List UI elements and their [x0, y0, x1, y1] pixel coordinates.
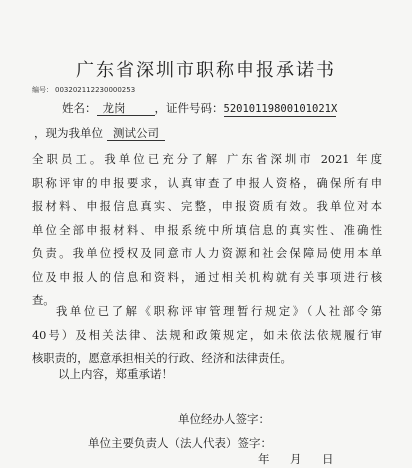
- date-day: 日: [322, 452, 334, 466]
- handler-signature-label: 单位经办人签字：: [178, 412, 270, 426]
- document-number: [32, 85, 135, 95]
- paragraph-1-row: 负责。我单位授权及同意市人力资源和社会保障局使用本单: [32, 247, 382, 260]
- paragraph-1-row: 全职员工。我单位已充分了解 广东省深圳市 2021 年度: [32, 153, 382, 166]
- commitment-paragraph-1: [32, 148, 382, 313]
- name-value: 龙岗: [97, 102, 155, 116]
- employer-prefix: ，现为我单位: [34, 126, 103, 140]
- employer-line: [34, 125, 165, 141]
- applicant-line: [62, 100, 336, 117]
- paragraph-2-row: 我单位已了解《职称评审管理暂行规定》（人社部令第: [56, 305, 382, 318]
- commitment-paragraph-2: [32, 300, 382, 371]
- document-title: 广东省深圳市职称申报承诺书: [76, 60, 336, 81]
- paragraph-2-row: 核职责的，愿意承担相关的行政、经济和法律责任。: [32, 352, 292, 365]
- document-number-value: 003202112230000253: [55, 86, 136, 94]
- id-label: ，证件号码：: [154, 101, 224, 115]
- id-value: 52010119800101021X: [223, 103, 338, 115]
- date-year: 年: [258, 452, 270, 466]
- paragraph-1-row: 单位全部申报材料、申报系统中所填信息的真实性、准确性: [32, 223, 382, 237]
- name-label: 姓名：: [62, 101, 97, 115]
- paragraph-1-row: 报材料、申报信息真实、完整，申报资质有效。我单位对本: [32, 200, 382, 213]
- paragraph-1-row: 职称评审的申报要求，认真审查了申报人资格，确保所有申: [32, 176, 382, 190]
- employer-value: 测试公司: [107, 127, 165, 141]
- closing-statement: 以上内容，郑重承诺！: [58, 367, 173, 381]
- paragraph-1-row: 位及申报人的信息和资料，通过相关机构就有关事项进行核: [32, 270, 382, 284]
- document-number-label: 编号：: [32, 86, 53, 94]
- date-month: 月: [290, 452, 302, 466]
- paragraph-2-row: 40号）及相关法律、法规和政策规定，如未依法依规履行审: [32, 328, 382, 342]
- leader-signature-label: 单位主要负责人（法人代表）签字：: [88, 436, 272, 450]
- paragraph-1-row: 查。: [32, 294, 55, 307]
